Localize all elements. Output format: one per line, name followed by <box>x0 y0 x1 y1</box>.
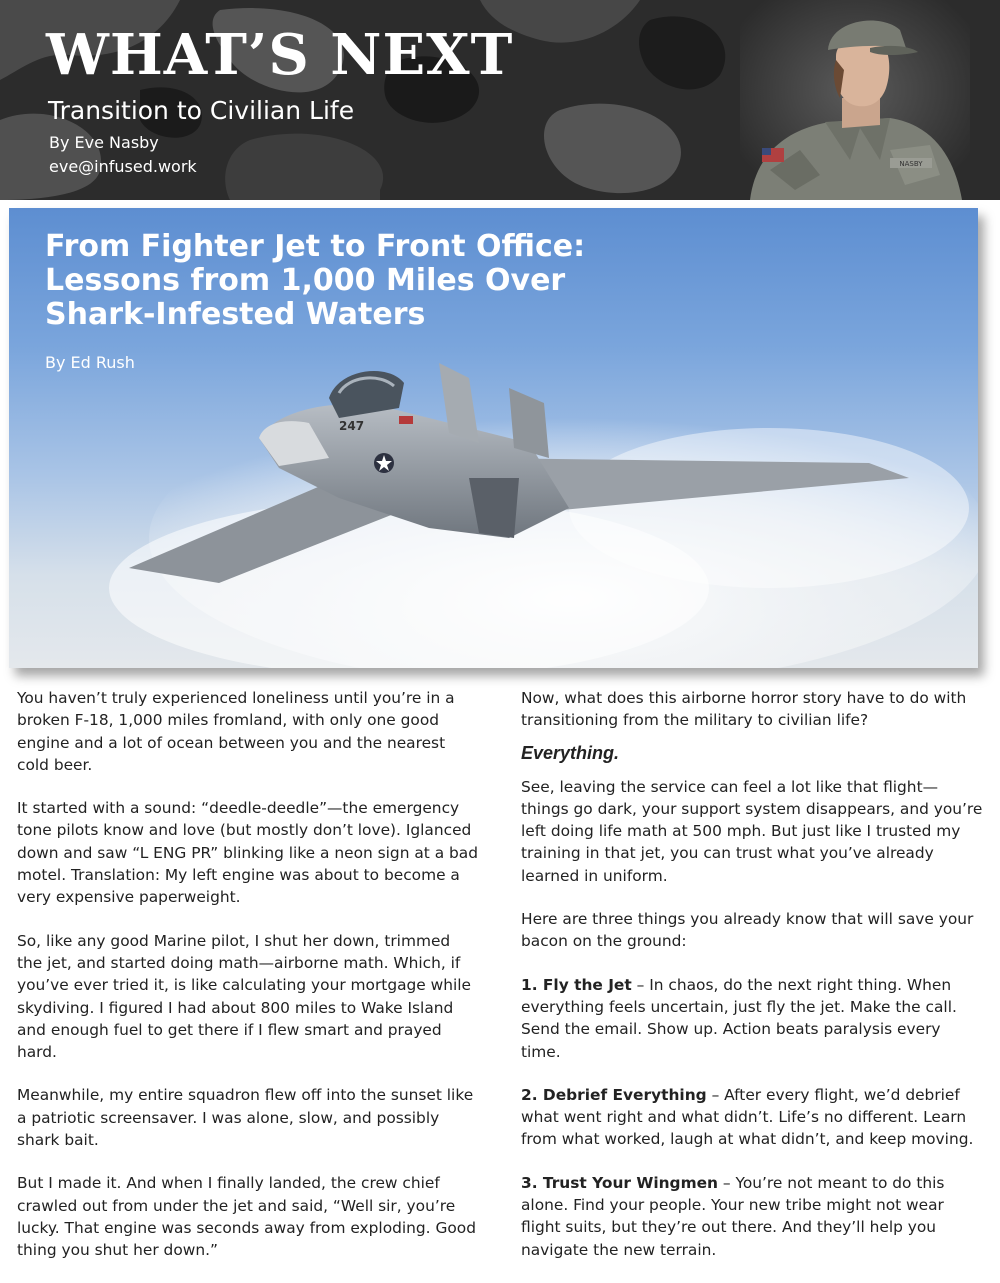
body-paragraph: You haven’t truly experienced loneliness until you’re in a broken F-18, 1,000 miles fromland, with only one good engine and a lot of ocean between you and the nearest cold beer. <box>17 689 455 774</box>
article-left-column <box>17 687 479 1283</box>
lesson-title: 3. Trust Your Wingmen <box>521 1173 719 1192</box>
hero-image-panel <box>9 208 978 668</box>
column-byline: By Eve Nasby <box>49 133 159 152</box>
name-tag-text: NASBY <box>899 160 923 168</box>
body-paragraph: See, leaving the service can feel a lot like that flight—things go dark, your support system disappears, and you’re left doing life math at 500 mph. But just like I trusted my training in that jet, you can trust what you’ve already learned in uniform. <box>521 777 983 885</box>
emphasis-heading: Everything. <box>521 742 620 763</box>
jet-number: 247 <box>339 419 365 433</box>
body-paragraph: It started with a sound: “deedle-deedle”—the emergency tone pilots know and love (but mostly don’t love). Iglanced down and saw “L ENG PR” blinking like a neon sign at a bad motel. Translation: My left engine was about to become a very expensive paperweight. <box>17 799 479 907</box>
lesson-text: – After every flight, we’d debrief what went right and what didn’t. Life’s no different. Learn from what worked, laugh at what didn’t, and keep moving. <box>521 1085 974 1149</box>
article-headline: From Fighter Jet to Front Office: Lessons from 1,000 Miles Over Shark-Infested Waters <box>45 229 586 332</box>
lesson-item <box>521 1084 983 1151</box>
body-paragraph: Meanwhile, my entire squadron flew off into the sunset like a patriotic screensaver. I was alone, slow, and possibly shark bait. <box>17 1086 474 1150</box>
intro-paragraph: Now, what does this airborne horror story have to do with transitioning from the military to civilian life? <box>521 689 967 730</box>
article-right-column <box>521 687 983 1282</box>
lesson-item <box>521 974 983 1063</box>
masthead-title: WHAT’S NEXT <box>46 22 514 88</box>
soldier-portrait-image <box>740 0 970 200</box>
lesson-text: – In chaos, do the next right thing. When everything feels uncertain, just fly the jet. Make the call. Send the email. Show up. Action beats paralysis every time. <box>521 975 957 1061</box>
body-paragraph: Here are three things you already know that will save your bacon on the ground: <box>521 910 974 951</box>
author-email: eve@infused.work <box>49 157 197 176</box>
body-paragraph: So, like any good Marine pilot, I shut her down, trimmed the jet, and started doing math—airborne math. Which, if you’ve ever tried it, is like calculating your mortgage while skydiving. I figured I had about 800 miles to Wake Island and enough fuel to get there if I flew smart and prayed hard. <box>17 931 472 1062</box>
body-paragraph: But I made it. And when I finally landed, the crew chief crawled out from under the jet and said, “Well sir, you’re lucky. That engine was seconds away from exploding. Good thing you shut her down.” <box>17 1174 476 1260</box>
lesson-title: 1. Fly the Jet <box>521 975 632 994</box>
article-author: By Ed Rush <box>45 353 135 372</box>
lesson-text: – You’re not meant to do this alone. Find your people. Your new tribe might not wear flight suits, but they’re out there. And they’ll help you navigate the new terrain. <box>521 1173 945 1259</box>
masthead-subtitle: Transition to Civilian Life <box>48 96 355 125</box>
lesson-item <box>521 1172 983 1261</box>
lesson-title: 2. Debrief Everything <box>521 1085 707 1104</box>
masthead-banner <box>0 0 1000 200</box>
